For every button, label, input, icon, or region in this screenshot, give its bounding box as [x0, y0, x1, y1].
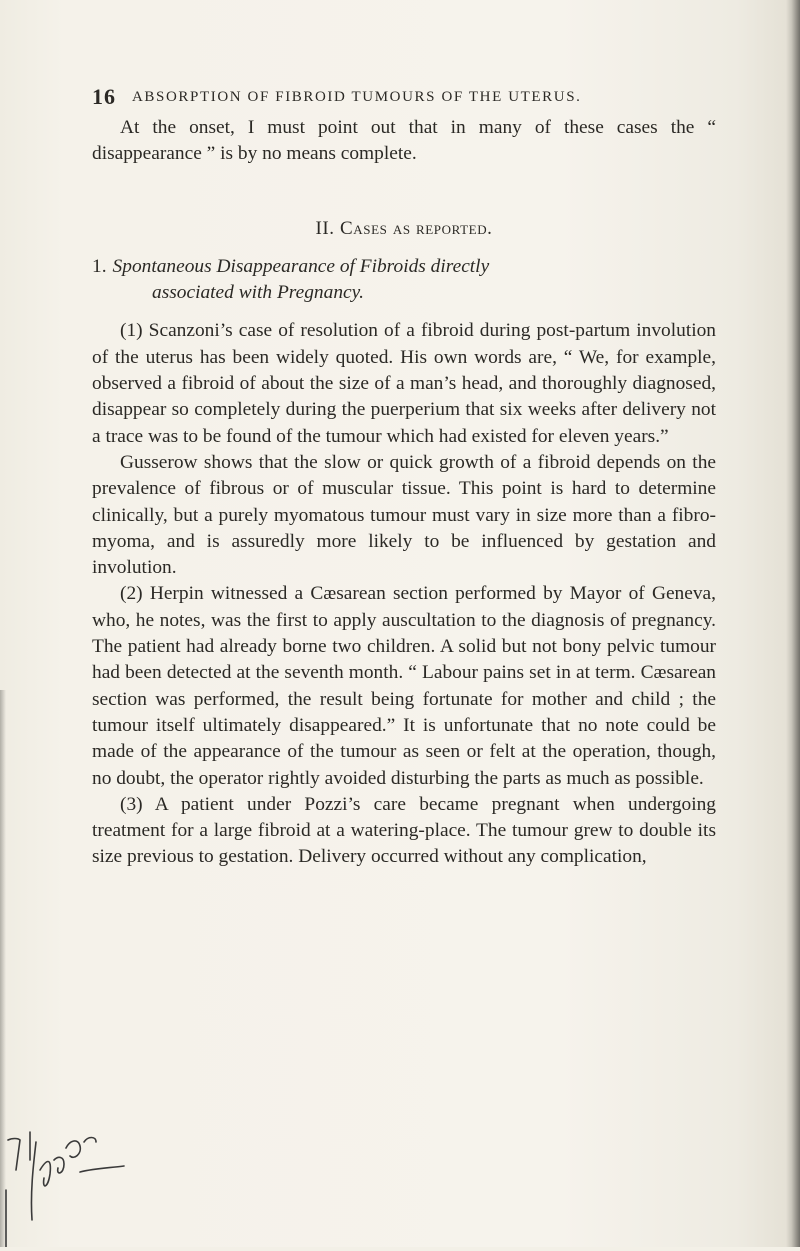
pencil-annotation — [0, 1130, 160, 1247]
pencil-stroke-upper — [66, 1141, 80, 1157]
running-head: ABSORPTION OF FIBROID TUMOURS OF THE UTERUS. — [132, 89, 582, 105]
pencil-stroke-long — [31, 1142, 36, 1220]
pencil-stroke-loop — [40, 1162, 50, 1186]
intro-paragraph: At the onset, I must point out that in many of these cases the “ disappearance ” is by no means complete. — [92, 117, 716, 165]
subsection-heading — [92, 254, 716, 307]
pencil-stroke-seven — [8, 1139, 20, 1171]
pencil-scribble-drawing — [0, 1130, 160, 1247]
pencil-stroke-curl — [54, 1157, 64, 1173]
subsection-title-line1: Spontaneous Disappearance of Fibroids directly — [112, 255, 490, 277]
page-header — [92, 84, 712, 112]
paragraph-pozzi: (3) A patient under Pozzi’s care became pregnant when undergoing treatment for a large fibroid at a watering-place. The tumour grew to double its size previous to gestation. Delivery occurred without any complication, — [92, 793, 716, 868]
page-edge-shadow — [786, 0, 800, 1247]
subsection-title-line2: associated with Pregnancy. — [152, 282, 365, 304]
subsection-number: 1. — [92, 255, 107, 277]
section-heading-text: Cases as reported. — [340, 217, 493, 239]
spacer — [92, 306, 716, 318]
paragraph-gusserow: Gusserow shows that the slow or quick growth of a fibroid depends on the prevalence of fibrous or of muscular tissue. This point is hard to determine clinically, but a purely myomatous tumour must vary in size more than a fibro-myoma, and is assuredly more likely to be influenced by gestation and involution. — [92, 451, 716, 579]
paragraph-herpin: (2) Herpin witnessed a Cæsarean section performed by Mayor of Geneva, who, he notes, was the first to apply auscultation to the diagnosis of pregnancy. The patient had already borne two children. A solid but not bony pelvic tumour had been detected at the seventh month. “ Labour pains set in at term. Cæsarean section was performed, the result being fortunate for mother and child ; the tumour itself ultimately disappeared.” It is unfortunate that no note could be made of the appearance of the tumour as seen or felt at the operation, though, no doubt, the operator rightly avoided disturbing the parts as much as possible. — [92, 583, 716, 789]
pencil-stroke-tick — [84, 1138, 96, 1143]
section-heading — [92, 216, 716, 242]
body-text — [92, 115, 716, 871]
section-heading-number: II. — [315, 217, 335, 239]
pencil-underline — [80, 1166, 124, 1172]
paragraph-scanzoni: (1) Scanzoni’s case of resolution of a fibroid during post-partum involution of the uterus has been widely quoted. His own words are, “ We, for example, observed a fibroid of about the size of a man’s head, and thoroughly diagnosed, disappear so completely during the puerperium that six weeks after delivery not a trace was to be found of the tumour which had existed for eleven years.” — [92, 320, 716, 447]
page-number: 16 — [92, 84, 116, 109]
